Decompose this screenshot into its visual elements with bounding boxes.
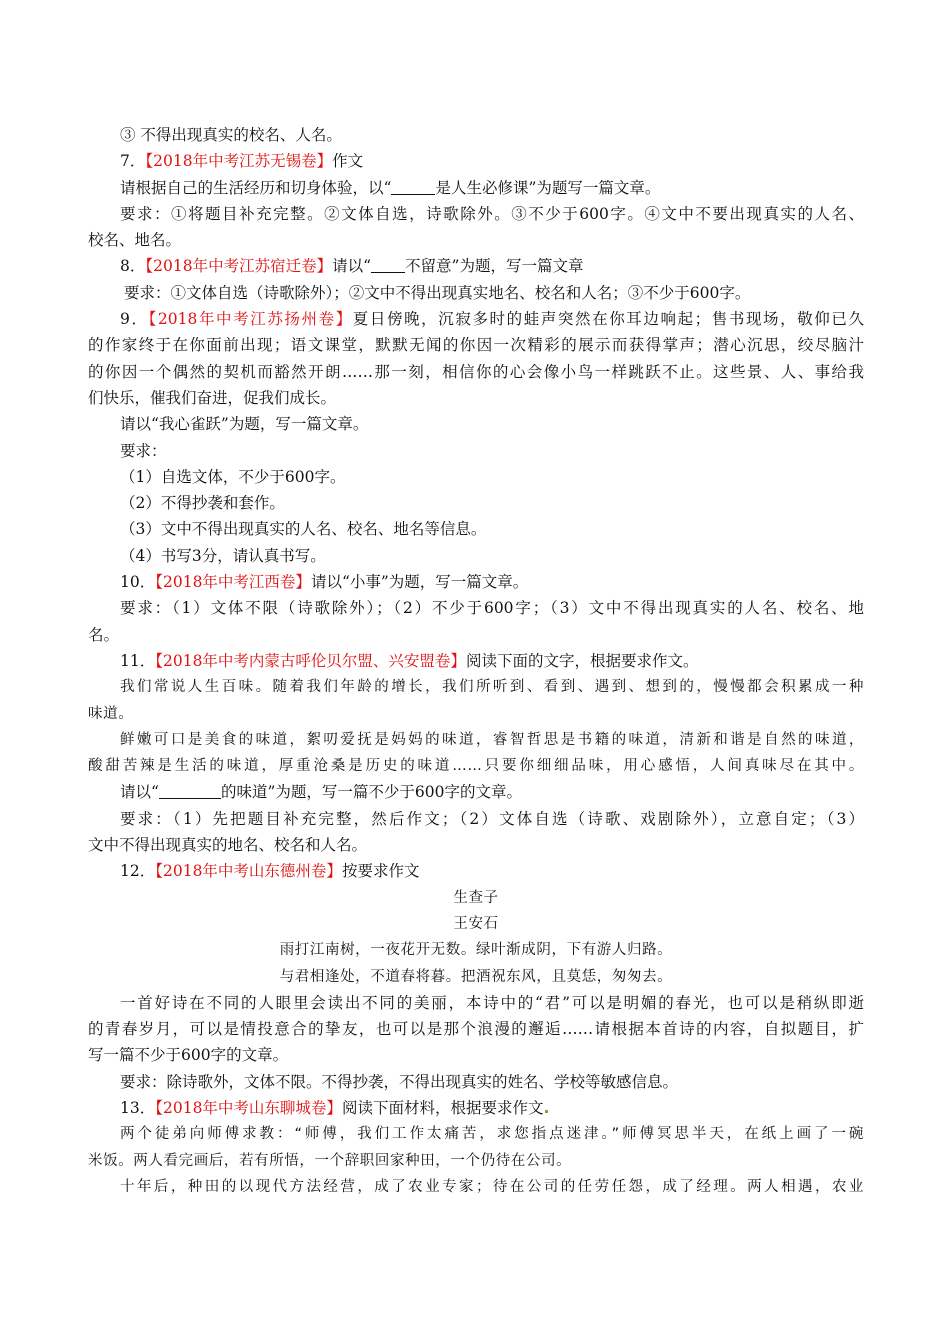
question-text: 作文 — [332, 152, 364, 171]
question-12-heading — [88, 858, 864, 884]
poem-line: 雨打江南树，一夜花开无数。绿叶渐成阴，下有游人归路。 — [279, 942, 673, 959]
prompt-text: 是人生必修课”为题写一篇文章。 — [435, 178, 661, 197]
mark-dot — [545, 1110, 548, 1113]
question-9-text: 的作家终于在你面前出现；语文课堂，默默无闻的你因一次精彩的展示而获得掌声；潜心沉思，绞尽脑汁 — [88, 336, 864, 355]
fill-blank — [391, 179, 435, 195]
question-text: 按要求作文 — [341, 862, 420, 881]
question-12-text: 一首好诗在不同的人眼里会读出不同的美丽，本诗中的“君”可以是明媚的春光，也可以是稍纵即逝 — [120, 993, 864, 1012]
question-text: 不留意”为题，写一篇文章 — [405, 257, 584, 276]
question-10-heading — [88, 569, 864, 595]
question-11-material: 味道。 — [88, 705, 134, 722]
question-13-material: 米饭。两人看完画后，若有所悟，一个辞职回家种田，一个仍待在公司。 — [88, 1152, 572, 1169]
question-number: 8． — [120, 257, 146, 276]
question-9-requirement-item: （1）自选文体，不少于600字。 — [120, 467, 346, 486]
question-9-requirement-label: 要求： — [120, 441, 167, 460]
fill-blank — [159, 783, 221, 799]
prompt-text: 请根据自己的生活经历和切身体验，以“ — [120, 178, 392, 197]
question-7-prompt — [88, 175, 864, 201]
question-number: 11． — [120, 651, 156, 670]
question-12-text: 写一篇不少于600字的文章。 — [88, 1046, 289, 1065]
question-text: 阅读下面材料，根据要求作文 — [341, 1098, 544, 1117]
question-11-requirement-cont: 文中不得出现真实的地名、校名和人名。 — [88, 836, 368, 855]
question-7-requirement: 要求：①将题目补充完整。②文体自选，诗歌除外。③不少于600字。④文中不要出现真实的人名、 — [120, 204, 864, 223]
prompt-text: 请以“ — [120, 783, 159, 802]
question-12-text: 的青春岁月，可以是情投意合的挚友，也可以是那个浪漫的邂逅……请根据本首诗的内容，自拟题目，扩 — [88, 1020, 864, 1039]
question-text: 阅读下面的文字，根据要求作文。 — [465, 651, 699, 670]
source-tag: 【2018年中考江苏宿迁卷】 — [145, 257, 333, 276]
poem-line: 与君相逢处，不道春将暮。把酒祝东风，且莫恁，匆匆去。 — [279, 968, 673, 985]
source-tag: 【2018年中考江苏无锡卷】 — [145, 152, 333, 171]
fill-blank — [371, 257, 405, 273]
question-13-material: 两个徒弟向师傅求教：“师傅，我们工作太痛苦，求您指点迷津。”师傅冥思半天，在纸上画了一碗 — [120, 1126, 864, 1143]
question-9-prompt: 请以“我心雀跃”为题，写一篇文章。 — [120, 415, 369, 434]
source-tag: 【2018年中考江西卷】 — [155, 573, 311, 592]
source-tag: 【2018年中考江苏扬州卷】 — [148, 310, 353, 329]
question-7-requirement-cont: 校名、地名。 — [88, 231, 182, 250]
question-8-heading — [88, 253, 864, 279]
poem-author: 王安石 — [453, 915, 499, 932]
question-number: 10． — [120, 573, 156, 592]
question-9-requirement-item: （2）不得抄袭和套作。 — [120, 494, 285, 513]
question-10-requirement: 要求：（1）文体不限（诗歌除外）；（2）不少于600字；（3）文中不得出现真实的人名、校名、地 — [120, 599, 864, 618]
question-number: 12． — [120, 862, 156, 881]
question-10-requirement-cont: 名。 — [88, 625, 120, 644]
requirement-line: ③ 不得出现真实的校名、人名。 — [120, 126, 342, 144]
question-11-material: 鲜嫩可口是美食的味道，絮叨爱抚是妈妈的味道，睿智哲思是书籍的味道，清新和谐是自然的味道， — [120, 731, 864, 748]
question-11-material: 酸甜苦辣是生活的味道，厚重沧桑是历史的味道……只要你细细品味，用心感悟，人间真味尽在其中。 — [88, 758, 864, 775]
question-13-heading — [88, 1095, 864, 1121]
question-text: 请以“小事”为题，写一篇文章。 — [310, 573, 529, 592]
question-number: 9． — [120, 310, 149, 329]
question-9-requirement-item: （4）书写3分，请认真书写。 — [120, 546, 326, 565]
question-9-text: 的你因一个偶然的契机而豁然开朗……那一刻，相信你的心会像小鸟一样跳跃不止。这些景、人、事给我 — [88, 362, 864, 381]
question-9-requirement-item: （3）文中不得出现真实的人名、校名、地名等信息。 — [120, 520, 487, 539]
poem-title: 生查子 — [453, 889, 499, 906]
source-tag: 【2018年中考山东聊城卷】 — [155, 1098, 342, 1117]
question-8-requirement: 要求：①文体自选（诗歌除外）；②文中不得出现真实地名、校名和人名；③不少于600字。 — [124, 283, 751, 302]
question-11-requirement: 要求：（1）先把题目补充完整，然后作文；（2）文体自选（诗歌、戏剧除外），立意自定；（3） — [120, 809, 864, 828]
question-text: 夏日傍晚，沉寂多时的蛙声突然在你耳边响起；售书现场，敬仰已久 — [352, 310, 864, 329]
document-page — [88, 122, 864, 1200]
question-13-material: 十年后，种田的以现代方法经营，成了农业专家；待在公司的任劳任怨，成了经理。两人相遇，农业 — [120, 1178, 864, 1195]
question-text: 请以“ — [332, 257, 372, 276]
source-tag: 【2018年中考山东德州卷】 — [155, 862, 342, 881]
question-12-requirement: 要求：除诗歌外，文体不限。不得抄袭，不得出现真实的姓名、学校等敏感信息。 — [120, 1072, 679, 1091]
question-9-heading — [88, 306, 864, 332]
question-11-prompt — [88, 779, 864, 805]
question-11-heading — [88, 648, 864, 674]
prompt-text: 的味道”为题，写一篇不少于600字的文章。 — [220, 783, 522, 802]
question-7-heading — [88, 148, 864, 174]
question-number: 7． — [120, 152, 146, 171]
question-number: 13． — [120, 1098, 156, 1117]
question-11-material: 我们常说人生百味。随着我们年龄的增长，我们所听到、看到、遇到、想到的，慢慢都会积累成一种 — [120, 679, 864, 696]
source-tag: 【2018年中考内蒙古呼伦贝尔盟、兴安盟卷】 — [155, 651, 466, 670]
question-9-text: 们快乐，催我们奋进，促我们成长。 — [88, 388, 337, 407]
